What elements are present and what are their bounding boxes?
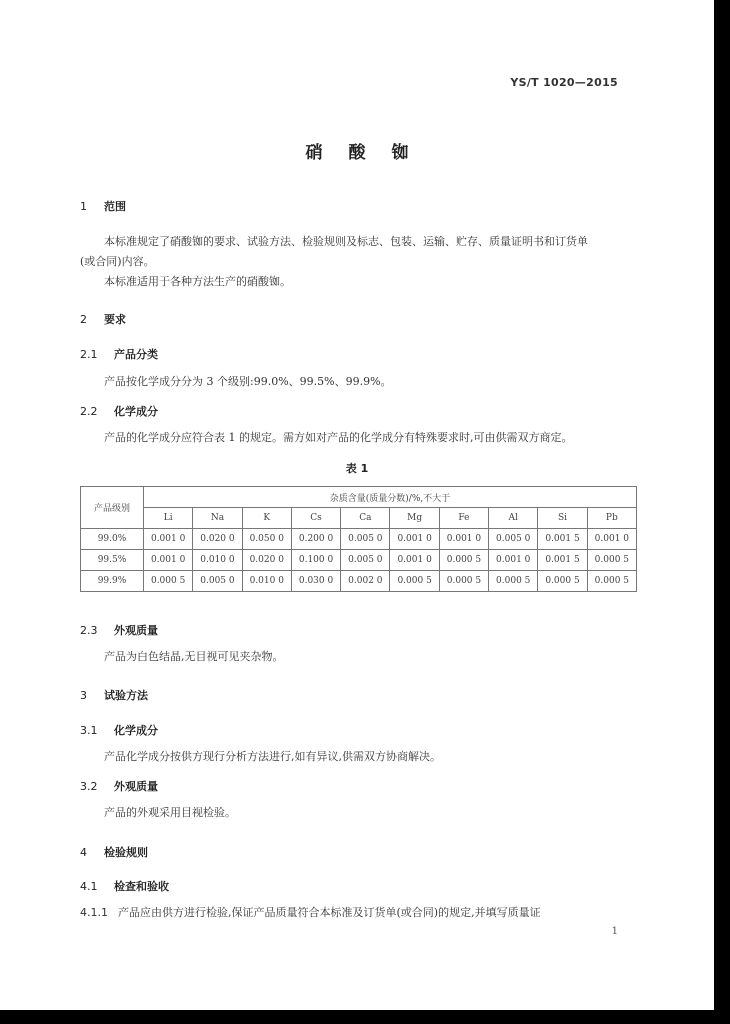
element-header: K: [242, 508, 291, 529]
grade-header: 产品级别: [81, 487, 144, 529]
table-cell: 0.050 0: [242, 529, 291, 550]
table-cell: 0.001 0: [390, 529, 439, 550]
section-title: 产品分类: [114, 348, 158, 361]
table-cell: 0.000 5: [439, 571, 488, 592]
table-row: [81, 550, 637, 571]
table-cell: 0.000 5: [439, 550, 488, 571]
table-cell: 0.000 5: [489, 571, 538, 592]
section-heading-4-1: [80, 878, 169, 894]
table-cell: 0.000 5: [587, 571, 636, 592]
element-header: Li: [144, 508, 193, 529]
section-title: 化学成分: [114, 724, 158, 737]
table-cell: 0.010 0: [193, 550, 242, 571]
section-title: 外观质量: [114, 624, 158, 637]
table-cell: 0.001 0: [439, 529, 488, 550]
section-number: 2: [80, 313, 87, 326]
table-row: [81, 529, 637, 550]
section-number: 3.2: [80, 780, 98, 793]
grade-cell: 99.0%: [81, 529, 144, 550]
paragraph: 产品的化学成分应符合表 1 的规定。需方如对产品的化学成分有特殊要求时,可由供需双方商定。: [104, 431, 573, 444]
element-header: Ca: [341, 508, 390, 529]
table-cell: 0.200 0: [291, 529, 340, 550]
table-caption: 表 1: [345, 462, 369, 475]
table-cell: 0.000 5: [538, 571, 587, 592]
table-cell: 0.000 5: [144, 571, 193, 592]
section-number: 2.2: [80, 405, 98, 418]
section-heading-3-2: [80, 778, 158, 794]
table-cell: 0.001 0: [587, 529, 636, 550]
element-header: Na: [193, 508, 242, 529]
table-cell: 0.001 0: [144, 529, 193, 550]
section-heading-3: [80, 687, 148, 703]
section-number: 2.3: [80, 624, 98, 637]
paragraph: (或合同)内容。: [80, 255, 155, 268]
section-heading-2-3: [80, 622, 158, 638]
element-header: Mg: [390, 508, 439, 529]
table-cell: 0.001 0: [390, 550, 439, 571]
page-number: 1: [611, 926, 618, 937]
element-header: Pb: [587, 508, 636, 529]
element-header: Al: [489, 508, 538, 529]
section-heading-2: [80, 311, 126, 327]
clause-4-1-1: [80, 903, 640, 923]
standard-code: YS/T 1020—2015: [510, 76, 618, 89]
section-number: 3: [80, 689, 87, 702]
table-cell: 0.001 0: [144, 550, 193, 571]
table-cell: 0.005 0: [341, 550, 390, 571]
table-cell: 0.005 0: [489, 529, 538, 550]
table-cell: 0.000 5: [390, 571, 439, 592]
section-number: 2.1: [80, 348, 98, 361]
table-cell: 0.001 0: [489, 550, 538, 571]
section-title: 检验规则: [104, 846, 148, 859]
section-title: 范围: [104, 200, 126, 213]
chemical-composition-table: [80, 486, 637, 592]
section-heading-1: [80, 198, 126, 214]
grade-cell: 99.9%: [81, 571, 144, 592]
paragraph: 本标准规定了硝酸铷的要求、试验方法、检验规则及标志、包装、运输、贮存、质量证明书和订货单: [104, 235, 588, 248]
paragraph: 本标准适用于各种方法生产的硝酸铷。: [104, 275, 291, 288]
paragraph: 产品按化学成分分为 3 个级别:99.0%、99.5%、99.9%。: [104, 375, 392, 388]
table-cell: 0.000 5: [587, 550, 636, 571]
table-cell: 0.001 5: [538, 550, 587, 571]
clause-text: 产品应由供方进行检验,保证产品质量符合本标准及订货单(或合同)的规定,并填写质量证: [118, 906, 541, 919]
table-cell: 0.005 0: [341, 529, 390, 550]
grade-cell: 99.5%: [81, 550, 144, 571]
section-number: 1: [80, 200, 87, 213]
table-cell: 0.020 0: [242, 550, 291, 571]
table-cell: 0.100 0: [291, 550, 340, 571]
paragraph: 产品为白色结晶,无目视可见夹杂物。: [104, 650, 284, 663]
paragraph: 产品化学成分按供方现行分析方法进行,如有异议,供需双方协商解决。: [104, 750, 441, 763]
section-title: 试验方法: [104, 689, 148, 702]
table-cell: 0.030 0: [291, 571, 340, 592]
table-cell: 0.020 0: [193, 529, 242, 550]
element-header: Si: [538, 508, 587, 529]
table-cell: 0.010 0: [242, 571, 291, 592]
clause-number: 4.1.1: [80, 906, 108, 919]
section-heading-2-2: [80, 403, 158, 419]
section-number: 3.1: [80, 724, 98, 737]
paragraph: 产品的外观采用目视检验。: [104, 806, 236, 819]
table-cell: 0.005 0: [193, 571, 242, 592]
section-heading-2-1: [80, 346, 158, 362]
section-heading-3-1: [80, 722, 158, 738]
section-title: 要求: [104, 313, 126, 326]
page-title: 硝酸铷: [305, 143, 435, 163]
table-cell: 0.001 5: [538, 529, 587, 550]
element-header: Cs: [291, 508, 340, 529]
impurity-header: 杂质含量(质量分数)/%,不大于: [144, 487, 637, 508]
table-row: [81, 571, 637, 592]
section-title: 外观质量: [114, 780, 158, 793]
section-number: 4.1: [80, 880, 98, 893]
section-title: 检查和验收: [114, 880, 169, 893]
section-number: 4: [80, 846, 87, 859]
section-title: 化学成分: [114, 405, 158, 418]
table-cell: 0.002 0: [341, 571, 390, 592]
element-header: Fe: [439, 508, 488, 529]
section-heading-4: [80, 844, 148, 860]
